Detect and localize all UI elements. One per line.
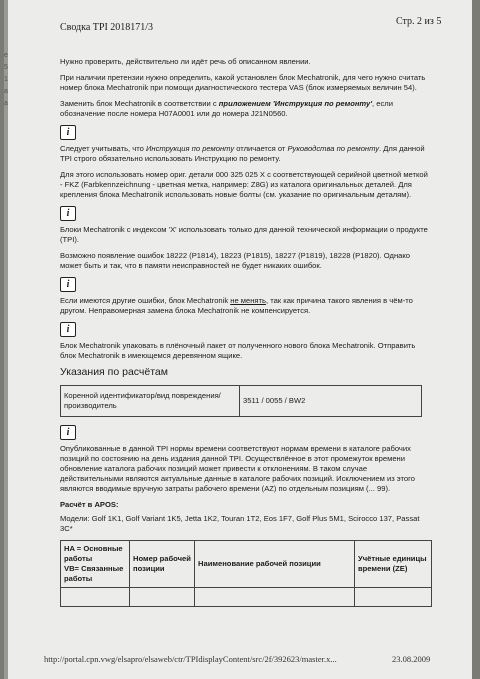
models-list: Модели: Golf 1K1, Golf Variant 1K5, Jetta 1K2, Touran 1T2, Eos 1F7, Golf Plus 5M1, Scirocco 137, Passat 3C* xyxy=(60,514,420,533)
column-header-position-number: Номер рабочей позиции xyxy=(130,541,195,588)
apos-title: Расчёт в APOS: xyxy=(60,500,119,509)
paragraph-index-x: Блоки Mechatronik с индексом 'X' использовать только для данной технической информации о продукте (TPI). xyxy=(60,225,428,244)
operations-table xyxy=(60,540,432,607)
paragraph-errors: Возможно появление ошибок 18222 (P1814), 18223 (P1815), 18227 (P1819), 18228 (P1820). Однако может быть и так, что в памяти неисправностей не будет никаких ошибок. xyxy=(60,251,411,270)
margin-mark: 1 xyxy=(4,76,8,83)
info-icon: i xyxy=(60,206,76,221)
footer-url-link[interactable]: http://portal.cpn.vwg/elsapro/elsaweb/ctr/TPIdisplayContent/src/2f/392623/master.x... xyxy=(44,654,337,664)
info-icon: i xyxy=(60,322,76,337)
margin-mark: a xyxy=(4,88,8,95)
table-row xyxy=(61,386,422,417)
document-body xyxy=(60,57,432,607)
document-title: Сводка TPI 2018171/3 xyxy=(60,22,154,33)
column-header-work-type: HA = Основные работы VB= Связанные работы xyxy=(61,541,130,588)
section-title-calculation: Указания по расчётам xyxy=(60,366,168,378)
margin-mark: 5 xyxy=(4,64,8,71)
binding-margin-marks xyxy=(4,50,16,110)
paragraph-claim: При наличии претензии нужно определить, какой установлен блок Mechatronik, для чего нужно считать номер блока Mechatronik при помощи диагностического тестера VAS (блок измеряемых величин 54). xyxy=(60,73,426,92)
paragraph-check: Нужно проверить, действительно ли идёт речь об описанном явлении. xyxy=(60,57,311,66)
table-row xyxy=(61,588,432,607)
identifier-table xyxy=(60,385,422,417)
paragraph-time-norms: Опубликованные в данной TPI нормы времени соответствуют нормам времени в каталоге рабочих позиций по состоянию на день издания данной TPI. Осуществлённое в этот промежуток времени обновление каталога рабочих позиций может привести к отклонениям. В таком случае действительными являются актуальные данные в каталоге рабочих позиций. Исключением из этого являются вводимые вручную затраты рабочего времени (AZ) по отдельным позициям (... 99). xyxy=(60,444,415,493)
footer-date: 23.08.2009 xyxy=(392,654,431,664)
paragraph-packaging: Блок Mechatronik упаковать в плёночный пакет от полученного нового блока Mechatronik. Отправить блок Mechatronik в имеющемся деревянном ящике. xyxy=(60,341,416,360)
margin-mark: a xyxy=(4,100,8,107)
paragraph-other-errors: Если имеются другие ошибки, блок Mechatronik не менять, так как причина такого явления в чём-то другом. Неправомерная замена блока Mechatronik не компенсируется. xyxy=(60,296,413,315)
paragraph-note-instruction: Следует учитывать, что Инструкция по ремонту отличается от Руководства по ремонту. Для данной TPI строго обязательно использовать Инструкцию по ремонту. xyxy=(60,144,425,163)
identifier-value: 3511 / 0055 / BW2 xyxy=(240,386,422,417)
column-header-time-units: Учётные единицы времени (ZE) xyxy=(355,541,432,588)
info-icon: i xyxy=(60,425,76,440)
identifier-label: Коренной идентификатор/вид повреждения/производитель xyxy=(61,386,240,417)
document-page xyxy=(4,0,472,679)
margin-mark: e xyxy=(4,52,8,59)
link-repair-instruction[interactable]: приложением 'Инструкция по ремонту' xyxy=(218,99,373,108)
paragraph-part-number: Для этого использовать номер ориг. детали 000 325 025 X с соответствующей серийной цветной меткой - FKZ (Farbkennzeichnung - цветная метка, например: Z8G) из каталога оригинальных деталей. Для крепления блока Mechatronik использовать новые болты (см. указание по оригинальным деталям). xyxy=(60,170,428,199)
info-icon: i xyxy=(60,125,76,140)
page-number: Стр. 2 из 5 xyxy=(396,16,442,27)
column-header-position-name: Наименование рабочей позиции xyxy=(195,541,355,588)
paragraph-replace: Заменить блок Mechatronik в соответствии с приложением 'Инструкция по ремонту', если обозначение после номера H07A0001 или до номера J21N0560. xyxy=(60,99,393,118)
info-icon: i xyxy=(60,277,76,292)
table-header-row xyxy=(61,541,432,588)
